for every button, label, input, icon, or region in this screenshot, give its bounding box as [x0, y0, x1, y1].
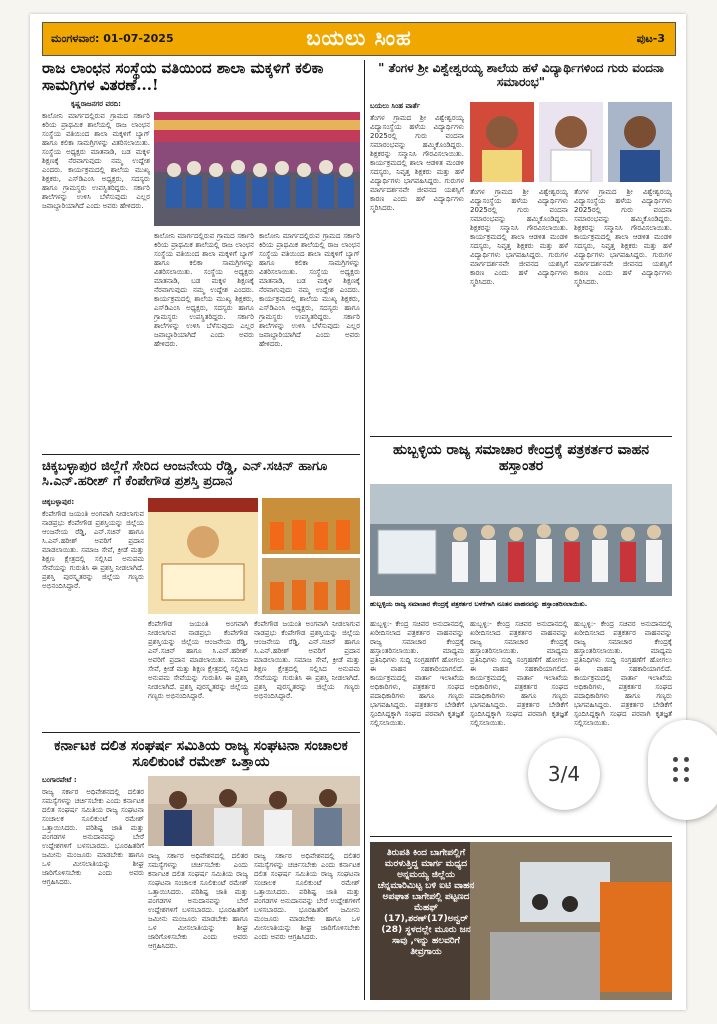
article-3-headline: ಚಿಕ್ಕಬಳ್ಳಾಪುರ ಜಿಲ್ಲೆಗೆ ಸೇರಿದ ಆಂಜನೇಯ ರೆಡ್ಡಿ, ಎನ್.ಸಚಿನ್ ಹಾಗೂ ಸಿ.ಎನ್.ಹರೀಶ್ ಗೆ ಕೆಂಪೇಗೌಡ ಪ್ರಶಸ್ತಿ ಪ್ರದಾನ [42, 459, 328, 489]
divider [42, 454, 360, 455]
newspaper-page [30, 14, 686, 1010]
article-5-byline: ಬಂಗಾರಪೇಟೆ : [42, 776, 77, 784]
dots-grid-icon[interactable] [648, 720, 717, 820]
article-4-body-left: ಹುಬ್ಬಳ್ಳಿ:- ಕೇಂದ್ರ ಸಚಿವರ ಅನುದಾನದಲ್ಲಿ ಖರೀದಿಸಲಾದ ಪತ್ರಕರ್ತರ ವಾಹನವನ್ನು ರಾಜ್ಯ ಸಮಾಚಾರ ಕೇಂದ್ರಕ್ಕೆ ಹಸ್ತಾಂತರಿಸಲಾಯಿತು. ಮಾಧ್ಯಮ ಪ್ರತಿನಿಧಿಗಳು ಸುದ್ದಿ ಸಂಗ್ರಹಣೆಗೆ ಹೋಗಲು ಈ ವಾಹನ ಸಹಕಾರಿಯಾಗಲಿದೆ. ಕಾರ್ಯಕ್ರಮದಲ್ಲಿ ವಾರ್ತಾ ಇಲಾಖೆಯ ಅಧಿಕಾರಿಗಳು, ಪತ್ರಕರ್ತರ ಸಂಘದ ಪದಾಧಿಕಾರಿಗಳು ಹಾಗೂ ಗಣ್ಯರು ಭಾಗವಹಿಸಿದ್ದರು. ಪತ್ರಕರ್ತರ ಬೇಡಿಕೆಗೆ ಸ್ಪಂದಿಸಿದ್ದಕ್ಕಾಗಿ ಸಂಘದ ಪರವಾಗಿ ಕೃತಜ್ಞತೆ ಸಲ್ಲಿಸಲಾಯಿತು. [370, 620, 464, 727]
article-5-body: ರಾಜ್ಯ ಸರ್ಕಾರ ಅಧಿವೇಶನದಲ್ಲಿ ದಲಿತರ ಸಮಸ್ಯೆಗಳನ್ನು ಚರ್ಚಿಸಬೇಕು ಎಂದು ಕರ್ನಾಟಕ ದಲಿತ ಸಂಘರ್ಷ ಸಮಿತಿಯ ರಾಜ್ಯ ಸಂಘಟನಾ ಸಂಚಾಲಕ ಸೂಲಿಕುಂಟೆ ರಮೇಶ್ ಒತ್ತಾಯಿಸಿದರು. ಪರಿಶಿಷ್ಟ ಜಾತಿ ಮತ್ತು ಪಂಗಡಗಳ ಅನುದಾನವನ್ನು ಬೇರೆ ಉದ್ದೇಶಗಳಿಗೆ ಬಳಸಬಾರದು. ಭೂರಹಿತರಿಗೆ ಜಮೀನು ಮಂಜೂರು ಮಾಡಬೇಕು ಹಾಗೂ ಒಳ ಮೀಸಲಾತಿಯನ್ನು ಶೀಘ್ರ ಜಾರಿಗೊಳಿಸಬೇಕು ಎಂದು ಅವರು ಆಗ್ರಹಿಸಿದರು. [42, 788, 144, 886]
column-divider [364, 60, 365, 1000]
masthead [42, 22, 676, 56]
article-2-body-mid: ತೆಂಗಳ ಗ್ರಾಮದ ಶ್ರೀ ವಿಶ್ವೇಶ್ವರಯ್ಯ ವಿದ್ಯಾಸಂಸ್ಥೆಯ ಹಳೆಯ ವಿದ್ಯಾರ್ಥಿಗಳು 2025ರಲ್ಲಿ ಗುರು ವಂದನಾ ಸಮಾರಂಭವನ್ನು ಹಮ್ಮಿಕೊಂಡಿದ್ದರು. ಶಿಕ್ಷಕರನ್ನು ಸನ್ಮಾನಿಸಿ ಗೌರವಿಸಲಾಯಿತು. ಕಾರ್ಯಕ್ರಮದಲ್ಲಿ ಶಾಲಾ ಆಡಳಿತ ಮಂಡಳಿ ಸದಸ್ಯರು, ನಿವೃತ್ತ ಶಿಕ್ಷಕರು ಮತ್ತು ಹಳೆ ವಿದ್ಯಾರ್ಥಿಗಳು ಭಾಗವಹಿಸಿದ್ದರು. ಗುರುಗಳ ಮಾರ್ಗದರ್ಶನವೇ ಜೀವನದ ಯಶಸ್ಸಿಗೆ ಕಾರಣ ಎಂದು ಹಳೆ ವಿದ್ಯಾರ್ಥಿಗಳು ಸ್ಮರಿಸಿದರು. [470, 188, 568, 286]
article-2-photos [470, 102, 672, 182]
divider [370, 436, 672, 437]
article-2-body-left [370, 102, 464, 430]
article-5-photo [148, 776, 360, 846]
article-2-byline: ಬಯಲು ಸಿಂಹ ವಾರ್ತೆ [370, 102, 421, 110]
article-5-body-mid: ರಾಜ್ಯ ಸರ್ಕಾರ ಅಧಿವೇಶನದಲ್ಲಿ ದಲಿತರ ಸಮಸ್ಯೆಗಳನ್ನು ಚರ್ಚಿಸಬೇಕು ಎಂದು ಕರ್ನಾಟಕ ದಲಿತ ಸಂಘರ್ಷ ಸಮಿತಿಯ ರಾಜ್ಯ ಸಂಘಟನಾ ಸಂಚಾಲಕ ಸೂಲಿಕುಂಟೆ ರಮೇಶ್ ಒತ್ತಾಯಿಸಿದರು. ಪರಿಶಿಷ್ಟ ಜಾತಿ ಮತ್ತು ಪಂಗಡಗಳ ಅನುದಾನವನ್ನು ಬೇರೆ ಉದ್ದೇಶಗಳಿಗೆ ಬಳಸಬಾರದು. ಭೂರಹಿತರಿಗೆ ಜಮೀನು ಮಂಜೂರು ಮಾಡಬೇಕು ಹಾಗೂ ಒಳ ಮೀಸಲಾತಿಯನ್ನು ಶೀಘ್ರ ಜಾರಿಗೊಳಿಸಬೇಕು ಎಂದು ಅವರು ಆಗ್ರಹಿಸಿದರು. [148, 852, 248, 950]
page-indicator[interactable]: 3/4 [528, 738, 600, 810]
article-3-byline: ಚಿಕ್ಕಬಳ್ಳಾಪುರ: [42, 498, 75, 506]
masthead-title: ಬಯಲು ಸಿಂಹ [306, 25, 412, 50]
masthead-date: ಮಂಗಳವಾರ: 01-07-2025 [51, 32, 174, 45]
article-1-body-mid: ಕಾಲೋನಿ ಮಾರ್ಗದಲ್ಲಿರುವ ಗ್ರಾಮದ ಸರ್ಕಾರಿ ಕಿರಿಯ ಪ್ರಾಥಮಿಕ ಶಾಲೆಯಲ್ಲಿ ರಾಜ ಲಾಂಛನ ಸಂಸ್ಥೆಯ ವತಿಯಿಂದ ಶಾಲಾ ಮಕ್ಕಳಿಗೆ ಬ್ಯಾಗ್ ಹಾಗೂ ಕಲಿಕಾ ಸಾಮಗ್ರಿಗಳನ್ನು ವಿತರಿಸಲಾಯಿತು. ಸಂಸ್ಥೆಯ ಅಧ್ಯಕ್ಷರು ಮಾತನಾಡಿ, ಬಡ ಮಕ್ಕಳ ಶಿಕ್ಷಣಕ್ಕೆ ನೆರವಾಗುವುದು ನಮ್ಮ ಉದ್ದೇಶ ಎಂದರು. ಕಾರ್ಯಕ್ರಮದಲ್ಲಿ ಶಾಲೆಯ ಮುಖ್ಯ ಶಿಕ್ಷಕರು, ಎಸ್‌ಡಿಎಂಸಿ ಅಧ್ಯಕ್ಷರು, ಸದಸ್ಯರು ಹಾಗೂ ಗ್ರಾಮಸ್ಥರು ಉಪಸ್ಥಿತರಿದ್ದರು. ಸರ್ಕಾರಿ ಶಾಲೆಗಳನ್ನು ಉಳಿಸಿ ಬೆಳೆಸುವುದು ಎಲ್ಲರ ಜವಾಬ್ದಾರಿಯಾಗಿದೆ ಎಂದು ಅವರು ಹೇಳಿದರು. [154, 232, 254, 348]
article-4-photo [370, 484, 672, 596]
article-5-body-left [42, 776, 144, 1000]
article-4-body-mid: ಹುಬ್ಬಳ್ಳಿ:- ಕೇಂದ್ರ ಸಚಿವರ ಅನುದಾನದಲ್ಲಿ ಖರೀದಿಸಲಾದ ಪತ್ರಕರ್ತರ ವಾಹನವನ್ನು ರಾಜ್ಯ ಸಮಾಚಾರ ಕೇಂದ್ರಕ್ಕೆ ಹಸ್ತಾಂತರಿಸಲಾಯಿತು. ಮಾಧ್ಯಮ ಪ್ರತಿನಿಧಿಗಳು ಸುದ್ದಿ ಸಂಗ್ರಹಣೆಗೆ ಹೋಗಲು ಈ ವಾಹನ ಸಹಕಾರಿಯಾಗಲಿದೆ. ಕಾರ್ಯಕ್ರಮದಲ್ಲಿ ವಾರ್ತಾ ಇಲಾಖೆಯ ಅಧಿಕಾರಿಗಳು, ಪತ್ರಕರ್ತರ ಸಂಘದ ಪದಾಧಿಕಾರಿಗಳು ಹಾಗೂ ಗಣ್ಯರು ಭಾಗವಹಿಸಿದ್ದರು. ಪತ್ರಕರ್ತರ ಬೇಡಿಕೆಗೆ ಸ್ಪಂದಿಸಿದ್ದಕ್ಕಾಗಿ ಸಂಘದ ಪರವಾಗಿ ಕೃತಜ್ಞತೆ ಸಲ್ಲಿಸಲಾಯಿತು. [470, 620, 568, 727]
article-5-headline: ಕರ್ನಾಟಕ ದಲಿತ ಸಂಘರ್ಷ ಸಮಿತಿಯ ರಾಜ್ಯ ಸಂಘಟನಾ ಸಂಚಾಲಕ ಸೂಲಿಕುಂಟೆ ರಮೇಶ್ ಒತ್ತಾಯ [54, 738, 348, 771]
article-6-caption: ತಿರುಪತಿ ಕಿಂದ ಬಾಗೇಪಲ್ಲಿಗೆ ಮರಳುತ್ತಿದ್ದ ಮಾರ್ಗ ಮಧ್ಯದ ಅನ್ನಮಯ್ಯ ಜಿಲ್ಲೆಯ ಚೆನ್ನಮಾರಿಮಿಟ್ಟ ಬಳಿ ಐಟಿ ವಾಹನ ಅಪಘಾತ ಬಾಗೇಪಲ್ಲಿ ಪಟ್ಟಣದ ಮೆಹಫ್ (17),ಶರಣ್(17)ಅನ್ವರ್ (28) ಸ್ಥಳದಲ್ಲೇ ಮೂರು ಜನ ಸಾವು ,ಇನ್ನು ಹಲವರಿಗೆ ತೀವ್ರಗಾಯ [377, 848, 475, 957]
article-1-byline: ಕೃಷ್ಣರಾಜನಗರ ವರದಿ: [71, 100, 121, 108]
article-2-headline: " ತೆಂಗಳ ಶ್ರೀ ವಿಶ್ವೇಶ್ವರಯ್ಯ ಶಾಲೆಯ ಹಳೆ ವಿದ್ಯಾರ್ಥಿಗಳಿಂದ ಗುರು ವಂದನಾ ಸಮಾರಂಭ" [378, 61, 664, 89]
article-3-body: ಕೆಂಪೇಗೌಡ ಜಯಂತಿ ಅಂಗವಾಗಿ ನೀಡಲಾಗುವ ನಾಡಪ್ರಭು ಕೆಂಪೇಗೌಡ ಪ್ರಶಸ್ತಿಯನ್ನು ಜಿಲ್ಲೆಯ ಆಂಜನೇಯ ರೆಡ್ಡಿ, ಎನ್.ಸಚಿನ್ ಹಾಗೂ ಸಿ.ಎನ್.ಹರೀಶ್ ಅವರಿಗೆ ಪ್ರದಾನ ಮಾಡಲಾಯಿತು. ಸಮಾಜ ಸೇವೆ, ಕ್ರೀಡೆ ಮತ್ತು ಶಿಕ್ಷಣ ಕ್ಷೇತ್ರದಲ್ಲಿ ಸಲ್ಲಿಸಿದ ಅನುಪಮ ಸೇವೆಯನ್ನು ಗುರುತಿಸಿ ಈ ಪ್ರಶಸ್ತಿ ನೀಡಲಾಗಿದೆ. ಪ್ರಶಸ್ತಿ ಪುರಸ್ಕೃತರನ್ನು ಜಿಲ್ಲೆಯ ಗಣ್ಯರು ಅಭಿನಂದಿಸಿದ್ದಾರೆ. [42, 510, 144, 590]
article-1-photo [154, 112, 360, 226]
article-1-body-right: ಕಾಲೋನಿ ಮಾರ್ಗದಲ್ಲಿರುವ ಗ್ರಾಮದ ಸರ್ಕಾರಿ ಕಿರಿಯ ಪ್ರಾಥಮಿಕ ಶಾಲೆಯಲ್ಲಿ ರಾಜ ಲಾಂಛನ ಸಂಸ್ಥೆಯ ವತಿಯಿಂದ ಶಾಲಾ ಮಕ್ಕಳಿಗೆ ಬ್ಯಾಗ್ ಹಾಗೂ ಕಲಿಕಾ ಸಾಮಗ್ರಿಗಳನ್ನು ವಿತರಿಸಲಾಯಿತು. ಸಂಸ್ಥೆಯ ಅಧ್ಯಕ್ಷರು ಮಾತನಾಡಿ, ಬಡ ಮಕ್ಕಳ ಶಿಕ್ಷಣಕ್ಕೆ ನೆರವಾಗುವುದು ನಮ್ಮ ಉದ್ದೇಶ ಎಂದರು. ಕಾರ್ಯಕ್ರಮದಲ್ಲಿ ಶಾಲೆಯ ಮುಖ್ಯ ಶಿಕ್ಷಕರು, ಎಸ್‌ಡಿಎಂಸಿ ಅಧ್ಯಕ್ಷರು, ಸದಸ್ಯರು ಹಾಗೂ ಗ್ರಾಮಸ್ಥರು ಉಪಸ್ಥಿತರಿದ್ದರು. ಸರ್ಕಾರಿ ಶಾಲೆಗಳನ್ನು ಉಳಿಸಿ ಬೆಳೆಸುವುದು ಎಲ್ಲರ ಜವಾಬ್ದಾರಿಯಾಗಿದೆ ಎಂದು ಅವರು ಹೇಳಿದರು. [259, 232, 360, 348]
article-3-body-left [42, 498, 144, 726]
masthead-page-number: ಪುಟ-3 [636, 32, 665, 45]
article-2-body-right: ತೆಂಗಳ ಗ್ರಾಮದ ಶ್ರೀ ವಿಶ್ವೇಶ್ವರಯ್ಯ ವಿದ್ಯಾಸಂಸ್ಥೆಯ ಹಳೆಯ ವಿದ್ಯಾರ್ಥಿಗಳು 2025ರಲ್ಲಿ ಗುರು ವಂದನಾ ಸಮಾರಂಭವನ್ನು ಹಮ್ಮಿಕೊಂಡಿದ್ದರು. ಶಿಕ್ಷಕರನ್ನು ಸನ್ಮಾನಿಸಿ ಗೌರವಿಸಲಾಯಿತು. ಕಾರ್ಯಕ್ರಮದಲ್ಲಿ ಶಾಲಾ ಆಡಳಿತ ಮಂಡಳಿ ಸದಸ್ಯರು, ನಿವೃತ್ತ ಶಿಕ್ಷಕರು ಮತ್ತು ಹಳೆ ವಿದ್ಯಾರ್ಥಿಗಳು ಭಾಗವಹಿಸಿದ್ದರು. ಗುರುಗಳ ಮಾರ್ಗದರ್ಶನವೇ ಜೀವನದ ಯಶಸ್ಸಿಗೆ ಕಾರಣ ಎಂದು ಹಳೆ ವಿದ್ಯಾರ್ಥಿಗಳು ಸ್ಮರಿಸಿದರು. [574, 188, 672, 286]
article-4-caption: ಹುಬ್ಬಳ್ಳಿಯ ರಾಜ್ಯ ಸಮಾಚಾರ ಕೇಂದ್ರಕ್ಕೆ ಪತ್ರಕರ್ತರ ಬಳಕೆಗಾಗಿ ನೂತನ ವಾಹನವನ್ನು ಹಸ್ತಾಂತರಿಸಲಾಯಿತು. [370, 600, 588, 608]
article-4-body-right: ಹುಬ್ಬಳ್ಳಿ:- ಕೇಂದ್ರ ಸಚಿವರ ಅನುದಾನದಲ್ಲಿ ಖರೀದಿಸಲಾದ ಪತ್ರಕರ್ತರ ವಾಹನವನ್ನು ರಾಜ್ಯ ಸಮಾಚಾರ ಕೇಂದ್ರಕ್ಕೆ ಹಸ್ತಾಂತರಿಸಲಾಯಿತು. ಮಾಧ್ಯಮ ಪ್ರತಿನಿಧಿಗಳು ಸುದ್ದಿ ಸಂಗ್ರಹಣೆಗೆ ಹೋಗಲು ಈ ವಾಹನ ಸಹಕಾರಿಯಾಗಲಿದೆ. ಕಾರ್ಯಕ್ರಮದಲ್ಲಿ ವಾರ್ತಾ ಇಲಾಖೆಯ ಅಧಿಕಾರಿಗಳು, ಪತ್ರಕರ್ತರ ಸಂಘದ ಪದಾಧಿಕಾರಿಗಳು ಹಾಗೂ ಗಣ್ಯರು ಭಾಗವಹಿಸಿದ್ದರು. ಪತ್ರಕರ್ತರ ಬೇಡಿಕೆಗೆ ಸ್ಪಂದಿಸಿದ್ದಕ್ಕಾಗಿ ಸಂಘದ ಪರವಾಗಿ ಕೃತಜ್ಞತೆ ಸಲ್ಲಿಸಲಾಯಿತು. [574, 620, 672, 727]
divider [370, 836, 672, 837]
divider [42, 732, 360, 733]
article-3-award-poster [148, 498, 360, 614]
article-3-body-mid: ಕೆಂಪೇಗೌಡ ಜಯಂತಿ ಅಂಗವಾಗಿ ನೀಡಲಾಗುವ ನಾಡಪ್ರಭು ಕೆಂಪೇಗೌಡ ಪ್ರಶಸ್ತಿಯನ್ನು ಜಿಲ್ಲೆಯ ಆಂಜನೇಯ ರೆಡ್ಡಿ, ಎನ್.ಸಚಿನ್ ಹಾಗೂ ಸಿ.ಎನ್.ಹರೀಶ್ ಅವರಿಗೆ ಪ್ರದಾನ ಮಾಡಲಾಯಿತು. ಸಮಾಜ ಸೇವೆ, ಕ್ರೀಡೆ ಮತ್ತು ಶಿಕ್ಷಣ ಕ್ಷೇತ್ರದಲ್ಲಿ ಸಲ್ಲಿಸಿದ ಅನುಪಮ ಸೇವೆಯನ್ನು ಗುರುತಿಸಿ ಈ ಪ್ರಶಸ್ತಿ ನೀಡಲಾಗಿದೆ. ಪ್ರಶಸ್ತಿ ಪುರಸ್ಕೃತರನ್ನು ಜಿಲ್ಲೆಯ ಗಣ್ಯರು ಅಭಿನಂದಿಸಿದ್ದಾರೆ. [148, 620, 248, 700]
article-5-body-right: ರಾಜ್ಯ ಸರ್ಕಾರ ಅಧಿವೇಶನದಲ್ಲಿ ದಲಿತರ ಸಮಸ್ಯೆಗಳನ್ನು ಚರ್ಚಿಸಬೇಕು ಎಂದು ಕರ್ನಾಟಕ ದಲಿತ ಸಂಘರ್ಷ ಸಮಿತಿಯ ರಾಜ್ಯ ಸಂಘಟನಾ ಸಂಚಾಲಕ ಸೂಲಿಕುಂಟೆ ರಮೇಶ್ ಒತ್ತಾಯಿಸಿದರು. ಪರಿಶಿಷ್ಟ ಜಾತಿ ಮತ್ತು ಪಂಗಡಗಳ ಅನುದಾನವನ್ನು ಬೇರೆ ಉದ್ದೇಶಗಳಿಗೆ ಬಳಸಬಾರದು. ಭೂರಹಿತರಿಗೆ ಜಮೀನು ಮಂಜೂರು ಮಾಡಬೇಕು ಹಾಗೂ ಒಳ ಮೀಸಲಾತಿಯನ್ನು ಶೀಘ್ರ ಜಾರಿಗೊಳಿಸಬೇಕು ಎಂದು ಅವರು ಆಗ್ರಹಿಸಿದರು. [254, 852, 360, 941]
article-1-body: ಕಾಲೋನಿ ಮಾರ್ಗದಲ್ಲಿರುವ ಗ್ರಾಮದ ಸರ್ಕಾರಿ ಕಿರಿಯ ಪ್ರಾಥಮಿಕ ಶಾಲೆಯಲ್ಲಿ ರಾಜ ಲಾಂಛನ ಸಂಸ್ಥೆಯ ವತಿಯಿಂದ ಶಾಲಾ ಮಕ್ಕಳಿಗೆ ಬ್ಯಾಗ್ ಹಾಗೂ ಕಲಿಕಾ ಸಾಮಗ್ರಿಗಳನ್ನು ವಿತರಿಸಲಾಯಿತು. ಸಂಸ್ಥೆಯ ಅಧ್ಯಕ್ಷರು ಮಾತನಾಡಿ, ಬಡ ಮಕ್ಕಳ ಶಿಕ್ಷಣಕ್ಕೆ ನೆರವಾಗುವುದು ನಮ್ಮ ಉದ್ದೇಶ ಎಂದರು. ಕಾರ್ಯಕ್ರಮದಲ್ಲಿ ಶಾಲೆಯ ಮುಖ್ಯ ಶಿಕ್ಷಕರು, ಎಸ್‌ಡಿಎಂಸಿ ಅಧ್ಯಕ್ಷರು, ಸದಸ್ಯರು ಹಾಗೂ ಗ್ರಾಮಸ್ಥರು ಉಪಸ್ಥಿತರಿದ್ದರು. ಸರ್ಕಾರಿ ಶಾಲೆಗಳನ್ನು ಉಳಿಸಿ ಬೆಳೆಸುವುದು ಎಲ್ಲರ ಜವಾಬ್ದಾರಿಯಾಗಿದೆ ಎಂದು ಅವರು ಹೇಳಿದರು. [42, 112, 150, 210]
article-4-headline: ಹುಬ್ಬಳ್ಳಿಯ ರಾಜ್ಯ ಸಮಾಚಾರ ಕೇಂದ್ರಕ್ಕೆ ಪತ್ರಕರ್ತರ ವಾಹನ ಹಸ್ತಾಂತರ [392, 442, 650, 475]
article-6-photo [370, 842, 672, 1000]
article-1-body-left [42, 100, 150, 448]
article-1-headline: ರಾಜ ಲಾಂಛನ ಸಂಸ್ಥೆಯ ವತಿಯಿಂದ ಶಾಲಾ ಮಕ್ಕಳಿಗೆ ಕಲಿಕಾ ಸಾಮಗ್ರಿಗಳ ವಿತರಣೆ...! [42, 59, 324, 95]
article-2-body: ತೆಂಗಳ ಗ್ರಾಮದ ಶ್ರೀ ವಿಶ್ವೇಶ್ವರಯ್ಯ ವಿದ್ಯಾಸಂಸ್ಥೆಯ ಹಳೆಯ ವಿದ್ಯಾರ್ಥಿಗಳು 2025ರಲ್ಲಿ ಗುರು ವಂದನಾ ಸಮಾರಂಭವನ್ನು ಹಮ್ಮಿಕೊಂಡಿದ್ದರು. ಶಿಕ್ಷಕರನ್ನು ಸನ್ಮಾನಿಸಿ ಗೌರವಿಸಲಾಯಿತು. ಕಾರ್ಯಕ್ರಮದಲ್ಲಿ ಶಾಲಾ ಆಡಳಿತ ಮಂಡಳಿ ಸದಸ್ಯರು, ನಿವೃತ್ತ ಶಿಕ್ಷಕರು ಮತ್ತು ಹಳೆ ವಿದ್ಯಾರ್ಥಿಗಳು ಭಾಗವಹಿಸಿದ್ದರು. ಗುರುಗಳ ಮಾರ್ಗದರ್ಶನವೇ ಜೀವನದ ಯಶಸ್ಸಿಗೆ ಕಾರಣ ಎಂದು ಹಳೆ ವಿದ್ಯಾರ್ಥಿಗಳು ಸ್ಮರಿಸಿದರು. [370, 114, 464, 212]
article-3-body-right: ಕೆಂಪೇಗೌಡ ಜಯಂತಿ ಅಂಗವಾಗಿ ನೀಡಲಾಗುವ ನಾಡಪ್ರಭು ಕೆಂಪೇಗೌಡ ಪ್ರಶಸ್ತಿಯನ್ನು ಜಿಲ್ಲೆಯ ಆಂಜನೇಯ ರೆಡ್ಡಿ, ಎನ್.ಸಚಿನ್ ಹಾಗೂ ಸಿ.ಎನ್.ಹರೀಶ್ ಅವರಿಗೆ ಪ್ರದಾನ ಮಾಡಲಾಯಿತು. ಸಮಾಜ ಸೇವೆ, ಕ್ರೀಡೆ ಮತ್ತು ಶಿಕ್ಷಣ ಕ್ಷೇತ್ರದಲ್ಲಿ ಸಲ್ಲಿಸಿದ ಅನುಪಮ ಸೇವೆಯನ್ನು ಗುರುತಿಸಿ ಈ ಪ್ರಶಸ್ತಿ ನೀಡಲಾಗಿದೆ. ಪ್ರಶಸ್ತಿ ಪುರಸ್ಕೃತರನ್ನು ಜಿಲ್ಲೆಯ ಗಣ್ಯರು ಅಭಿನಂದಿಸಿದ್ದಾರೆ. [254, 620, 360, 700]
